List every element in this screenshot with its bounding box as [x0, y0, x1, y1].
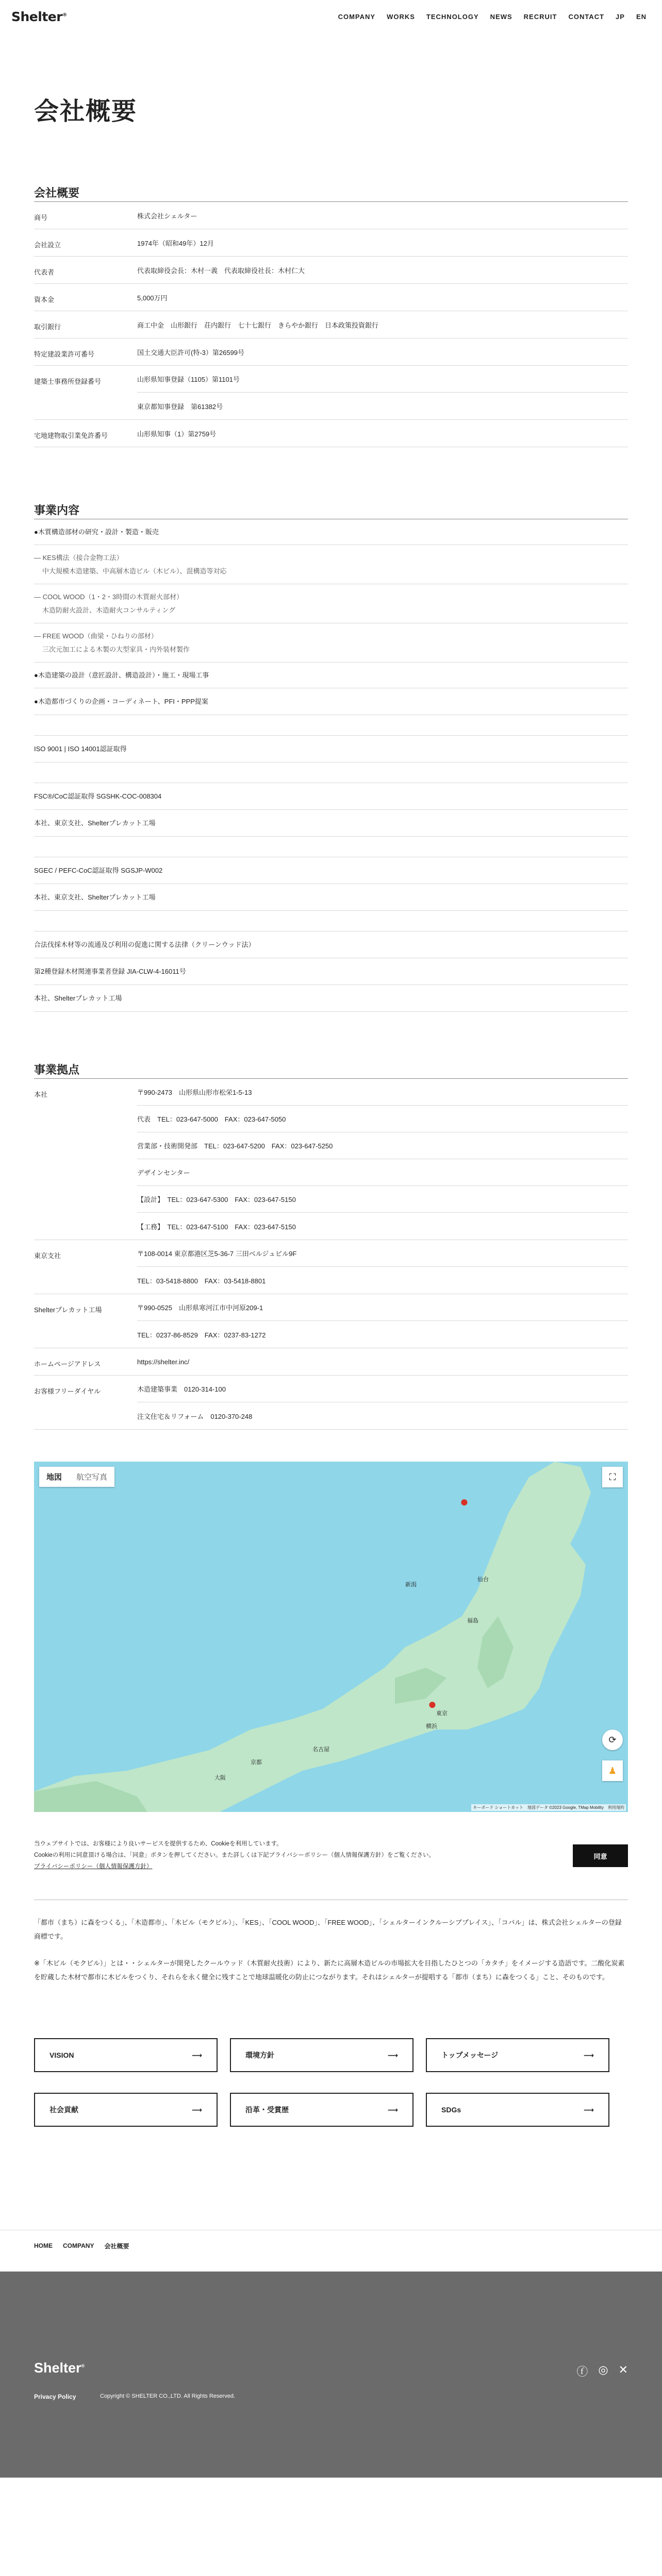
map-attribution: キーボード ショートカット 地図データ ©2023 Google, TMap Mobility 利用規約 — [471, 1804, 626, 1811]
map-label-tokyo: 東京 — [436, 1710, 448, 1717]
overview-value: 東京都知事登録 第61382号 — [137, 402, 223, 411]
business-item-text: ●木造建築の設計（意匠設計、構造設計）・施工・現場工事 — [34, 671, 209, 679]
map-label-niigata: 新潟 — [405, 1582, 417, 1588]
trademark-notes — [34, 1900, 628, 1984]
lang-jp[interactable]: JP — [616, 12, 625, 21]
lang-en[interactable]: EN — [636, 12, 647, 21]
site-header — [0, 0, 662, 33]
site-footer — [0, 2272, 662, 2478]
offices-value: 注文住宅＆リフォーム 0120-370-248 — [137, 1412, 253, 1420]
business-item — [34, 519, 628, 545]
business-title: 事業内容 — [34, 502, 628, 519]
facebook-icon[interactable]: ⓕ — [576, 2365, 588, 2379]
nav-item-contact[interactable]: CONTACT — [568, 12, 605, 21]
offices-value: 木造建築事業 0120-314-100 — [137, 1376, 628, 1402]
business-item — [34, 837, 628, 857]
related-links — [34, 2038, 628, 2127]
overview-value: 代表取締役会長：木村一義 代表取締役社長：木村仁大 — [137, 266, 305, 275]
nav-item-recruit[interactable]: RECRUIT — [523, 12, 557, 21]
business-item-text: ●木質構造部材の研究・設計・製造・販売 — [34, 528, 159, 536]
breadcrumb-bar — [0, 2230, 662, 2256]
business-item-text: ISO 9001 | ISO 14001認証取得 — [34, 744, 127, 753]
map-label-yokohama: 横浜 — [426, 1723, 437, 1730]
link-social-contribution[interactable]: 社会貢献 ⟶ — [34, 2093, 218, 2127]
global-nav — [338, 13, 647, 21]
business-item — [34, 623, 628, 663]
business-item-text: ― KES構法（接合金物工法） — [34, 553, 123, 562]
overview-row — [34, 366, 628, 420]
offices-title: 事業拠点 — [34, 1061, 628, 1079]
business-item — [34, 857, 628, 884]
overview-row — [34, 229, 628, 257]
link-sdgs[interactable]: SDGs ⟶ — [426, 2093, 609, 2127]
offices-label: お客様フリーダイヤル — [34, 1387, 101, 1395]
offices-label: Shelterプレカット工場 — [34, 1306, 102, 1314]
arrow-right-icon: ⟶ — [191, 2050, 202, 2059]
map-label-fukushima: 福島 — [467, 1618, 478, 1624]
business-item — [34, 663, 628, 688]
offices-value: 〒990-0525 山形県寒河江市中河原209-1 — [137, 1294, 628, 1321]
map-pin-tokyo[interactable]: ● — [428, 1696, 437, 1712]
offices-row — [34, 1294, 628, 1348]
social-links — [576, 2363, 628, 2379]
overview-label: 資本金 — [34, 296, 55, 303]
cookie-text-1: 当ウェブサイトでは、お客様により良いサービスを提供するため、Cookieを利用しています。 — [34, 1841, 283, 1848]
overview-value: 国土交通大臣許可(特-3）第26599号 — [137, 348, 245, 357]
offices-value[interactable]: https://shelter.inc/ — [137, 1358, 190, 1366]
business-item — [34, 688, 628, 715]
site-logo[interactable]: Shelter® — [11, 9, 67, 24]
overview-label: 建築士事務所登録番号 — [34, 378, 102, 385]
business-item-text: 合法伐採木材等の流通及び利用の促進に関する法律（クリーンウッド法） — [34, 940, 255, 948]
overview-row — [34, 257, 628, 284]
offices-value: 【工務】 TEL：023-647-5100 FAX：023-647-5150 — [137, 1223, 296, 1231]
business-item-text: ― COOL WOOD（1・2・3時間の木質耐火部材） — [34, 592, 184, 601]
map-type-tabs — [39, 1467, 114, 1487]
breadcrumb — [0, 2235, 662, 2256]
link-top-message[interactable]: トップメッセージ ⟶ — [426, 2038, 609, 2072]
offices-value: 代表 TEL：023-647-5000 FAX：023-647-5050 — [137, 1106, 628, 1132]
footer-logo[interactable]: Shelter® — [34, 2360, 85, 2376]
business-item — [34, 985, 628, 1012]
breadcrumb-current: 会社概要 — [104, 2242, 129, 2250]
nav-item-technology[interactable]: TECHNOLOGY — [426, 12, 479, 21]
overview-label: 会社設立 — [34, 241, 61, 249]
privacy-policy-link[interactable]: プライバシーポリシー（個人情報保護方針） — [34, 1863, 153, 1870]
cookie-banner — [34, 1812, 628, 1900]
map-pin-yamagata[interactable]: ● — [460, 1494, 469, 1510]
nav-item-works[interactable]: WORKS — [387, 12, 415, 21]
overview-row — [34, 420, 628, 447]
overview-row — [34, 338, 628, 366]
breadcrumb-home[interactable]: HOME — [34, 2242, 53, 2250]
breadcrumb-company[interactable]: COMPANY — [63, 2242, 94, 2250]
fullscreen-button[interactable]: ⛶ — [602, 1467, 623, 1487]
offices-value: 営業部・技術開発部 TEL：023-647-5200 FAX：023-647-5250 — [137, 1132, 628, 1159]
overview-row — [34, 202, 628, 229]
offices-value: TEL：0237-86-8529 FAX：0237-83-1272 — [137, 1331, 266, 1339]
business-item — [34, 884, 628, 911]
trademark-note: 「都市（まち）に森をつくる」、「木造都市」、「木ビル（モクビル）」、「KES」、「COOL WOOD」、「FREE WOOD」、「シェルターインクルーシブプレイス」、「コバル」は、株式会社シェルターの登録商標です。 — [34, 1919, 622, 1941]
map-label-osaka: 大阪 — [214, 1775, 226, 1781]
page-title: 会社概要 — [34, 98, 138, 125]
offices-label: ホームページアドレス — [34, 1360, 101, 1368]
offices-value: TEL：03-5418-8800 FAX：03-5418-8801 — [137, 1277, 266, 1285]
business-item-text: 本社、東京支社、Shelterプレカット工場 — [34, 893, 156, 901]
business-item — [34, 958, 628, 985]
business-item-text: FSC®/CoC認証取得 SGSHK-COC-008304 — [34, 792, 162, 800]
business-item-text: 木造防耐火設計、木造耐火コンサルティング — [42, 606, 176, 614]
map-tab-satellite[interactable]: 航空写真 — [76, 1473, 108, 1482]
offices-value: 【設計】 TEL：023-647-5300 FAX：023-647-5150 — [137, 1186, 628, 1213]
map-label-sendai: 仙台 — [477, 1577, 489, 1583]
offices-label: 本社 — [34, 1091, 48, 1098]
business-item — [34, 931, 628, 958]
offices-row — [34, 1240, 628, 1294]
offices-label: 東京支社 — [34, 1252, 61, 1260]
arrow-right-icon: ⟶ — [583, 2050, 594, 2059]
footer-copyright: Copyright © SHELTER CO.,LTD. All Rights Reserved. — [100, 2393, 236, 2400]
link-history-awards[interactable]: 沿革・受賞歴 ⟶ — [230, 2093, 413, 2127]
map-label-kyoto: 京都 — [251, 1759, 262, 1766]
offices-row — [34, 1376, 628, 1430]
overview-row — [34, 311, 628, 338]
business-section — [0, 502, 662, 1012]
arrow-right-icon: ⟶ — [191, 2105, 202, 2114]
overview-label: 商号 — [34, 214, 48, 222]
link-vision[interactable]: VISION ⟶ — [34, 2038, 218, 2072]
business-item-text: 中大規模木造建築、中高層木造ビル（木ビル）、混構造等対応 — [42, 567, 227, 575]
offices-value: 〒108-0014 東京都港区芝5-36-7 三田ベルジュビル9F — [137, 1240, 628, 1267]
overview-value: 商工中金 山形銀行 荘内銀行 七十七銀行 きらやか銀行 日本政策投資銀行 — [137, 321, 379, 329]
overview-value: 株式会社シェルター — [137, 212, 197, 220]
overview-label: 特定建設業許可番号 — [34, 350, 95, 358]
overview-label: 代表者 — [34, 268, 55, 276]
business-item-text: 本社、東京支社、Shelterプレカット工場 — [34, 819, 156, 827]
business-item-text: SGEC / PEFC-CoC認証取得 SGSJP-W002 — [34, 866, 163, 874]
overview-value: 1974年（昭和49年）12月 — [137, 239, 214, 247]
overview-section — [0, 184, 662, 447]
business-item-text: 第2種登録木材関連事業者登録 JIA-CLW-4-16011号 — [34, 967, 186, 975]
overview-title: 会社概要 — [34, 184, 628, 202]
business-item-text: 三次元加工による木製の大型家具・内外装材製作 — [42, 645, 190, 653]
nav-item-news[interactable]: NEWS — [490, 12, 512, 21]
offices-value: 〒990-2473 山形県山形市松栄1-5-13 — [137, 1079, 628, 1106]
arrow-right-icon: ⟶ — [387, 2050, 398, 2059]
cookie-text-2: Cookieの利用に同意頂ける場合は、「同意」ボタンを押してください。また詳しくは下記プライバシーポリシー（個人情報保護方針）をご覧ください。 — [34, 1852, 435, 1859]
business-item-text: 本社、Shelterプレカット工場 — [34, 994, 122, 1002]
overview-value: 5,000万円 — [137, 294, 168, 302]
business-item-text: ― FREE WOOD（曲梁・ひねりの部材） — [34, 632, 158, 640]
business-item — [34, 783, 628, 810]
business-item-text: ●木造都市づくりの企画・コーディネート、PFI・PPP提案 — [34, 697, 208, 705]
map-tab-map[interactable]: 地図 — [46, 1473, 62, 1482]
arrow-right-icon: ⟶ — [583, 2105, 594, 2114]
offices-section — [0, 1061, 662, 1430]
offices-row — [34, 1348, 628, 1376]
overview-row — [34, 284, 628, 311]
x-icon[interactable]: ✕ — [618, 2363, 628, 2377]
offices-row — [34, 1079, 628, 1240]
business-item — [34, 810, 628, 837]
business-item — [34, 736, 628, 762]
overview-value: 山形県知事登録（1105）第1101号 — [137, 366, 628, 393]
business-item — [34, 762, 628, 783]
overview-label: 取引銀行 — [34, 323, 61, 331]
map-label-nagoya: 名古屋 — [312, 1747, 329, 1753]
cookie-agree-button[interactable]: 同意 — [573, 1844, 628, 1867]
link-environment-policy[interactable]: 環境方針 ⟶ — [230, 2038, 413, 2072]
overview-value: 山形県知事（1）第2759号 — [137, 430, 217, 438]
arrow-right-icon: ⟶ — [387, 2105, 398, 2114]
google-map[interactable] — [34, 1462, 628, 1812]
business-item — [34, 545, 628, 584]
business-item — [34, 715, 628, 736]
business-item — [34, 584, 628, 623]
map-land — [34, 1462, 628, 1812]
mokubiru-note: ※「木ビル（モクビル）」とは・・シェルターが開発したクールウッド（木質耐火技術）により、新たに高層木造ビルの市場拡大を目指したひとつの「カタチ」をイメージする造語です。二酸化炭素を貯蔵した木材で都市に木ビルをつくり、それらを永く健全に残すことで地球温暖化の防止につながります。それはシェルターが提唱する「都市（まち）に森をつくる」こと、そのものです。 — [34, 1959, 625, 1981]
business-item — [34, 911, 628, 931]
overview-label: 宅地建物取引業免許番号 — [34, 432, 108, 439]
instagram-icon[interactable]: ◎ — [598, 2363, 608, 2377]
rotate-button[interactable]: ⟳ — [602, 1730, 623, 1750]
offices-value: デザインセンター — [137, 1159, 628, 1186]
nav-item-company[interactable]: COMPANY — [338, 12, 376, 21]
pegman-icon[interactable]: ♟ — [602, 1760, 623, 1781]
footer-privacy-link[interactable]: Privacy Policy — [34, 2393, 76, 2401]
